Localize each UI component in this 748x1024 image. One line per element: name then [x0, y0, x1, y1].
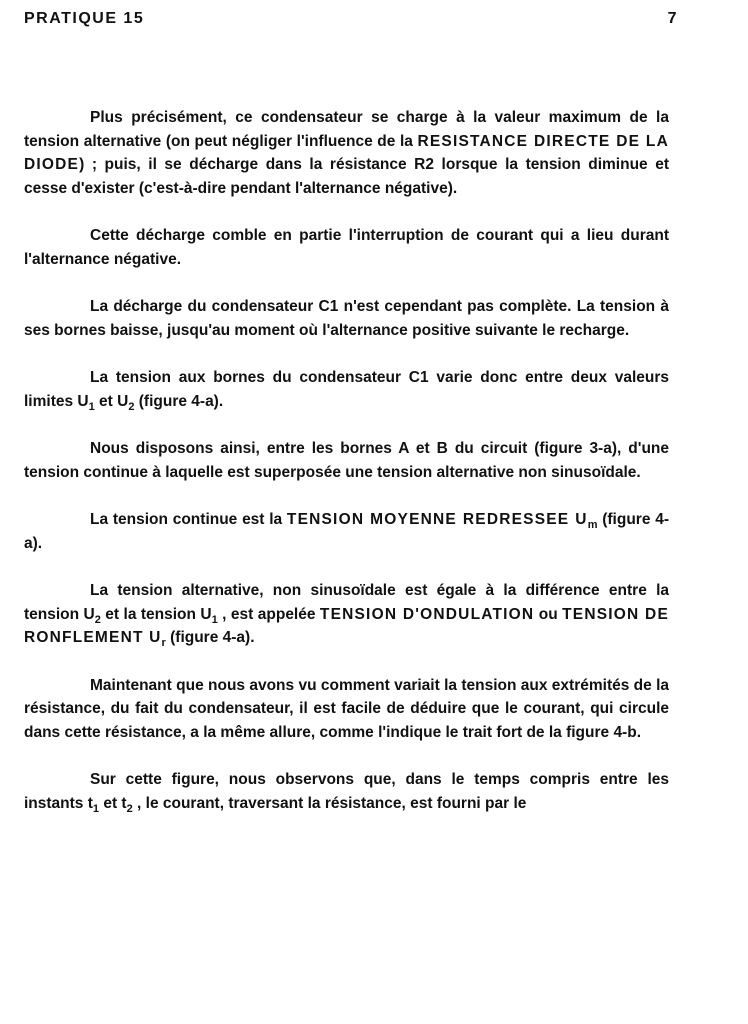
subscript: 1 [92, 802, 100, 815]
paragraph-7 [24, 579, 669, 650]
text-run: Plus précisément, ce condensateur se charge à la valeur maximum de la tension alternative (on peut négliger l'influence de la [24, 109, 669, 150]
text-run: ou [534, 605, 563, 623]
text-run-caps: RESISTANCE DIRECTE DE LA DIODE [24, 132, 669, 173]
text-run: et U [94, 392, 129, 410]
paragraph-8: Maintenant que nous avons vu comment variait la tension aux extrémités de la résistance, du fait du condensateur, il est facile de déduire que le courant, qui circule dans cette résistance, a la même allure, comme l'indique le trait fort de la figure 4-b. [24, 676, 669, 741]
text-run: ) ; puis, il se décharge dans la résistance R2 lorsque la tension diminue et cesse d'exister (c'est-à-dire pendant l'alternance négative). [24, 156, 669, 197]
subscript: m [587, 519, 598, 531]
text-run: La tension continue est la [90, 511, 287, 528]
text-run: (figure 4-a). [134, 392, 224, 410]
paragraph-1 [24, 106, 669, 200]
subscript: 1 [88, 400, 95, 413]
subscript: 2 [128, 400, 135, 413]
text-run: La tension alternative, non sinusoïdale est égale à la différence entre la tension U [24, 582, 669, 623]
text-run: (figure 4-a). [165, 629, 255, 646]
text-run: , le courant, traversant la résistance, est fourni par le [132, 794, 527, 812]
text-run-caps: TENSION D'ONDULATION [319, 605, 535, 623]
page-number: 7 [667, 10, 678, 27]
paragraph-9 [24, 768, 669, 815]
running-header: PRATIQUE 15 [24, 10, 145, 27]
paragraph-2: Cette décharge comble en partie l'interruption de courant qui a lieu durant l'alternance négative. [24, 227, 669, 268]
subscript: r [161, 637, 166, 649]
document-body [24, 106, 669, 839]
text-run: et la tension U [100, 605, 212, 623]
paragraph-5: Nous disposons ainsi, entre les bornes A et B du circuit (figure 3-a), d'une tension continue à laquelle est superposée une tension alternative non sinusoïdale. [24, 440, 669, 481]
text-run-caps: TENSION DE RONFLEMENT U [24, 605, 669, 646]
text-run: Sur cette figure, nous observons que, dans le temps compris entre les instants t [24, 771, 669, 812]
text-run: , est appelée [217, 605, 320, 623]
subscript: 2 [126, 802, 133, 815]
text-run: et t [99, 794, 127, 812]
paragraph-6 [24, 508, 669, 555]
text-run-caps: TENSION MOYENNE REDRESSEE U [286, 511, 588, 528]
text-run: (figure 4-a). [24, 511, 669, 552]
paragraph-3: La décharge du condensateur C1 n'est cependant pas complète. La tension à ses bornes baisse, jusqu'au moment où l'alternance positive suivante le recharge. [24, 298, 669, 339]
paragraph-4 [24, 366, 669, 413]
subscript: 2 [94, 613, 101, 626]
subscript: 1 [211, 613, 218, 626]
text-run: La tension aux bornes du condensateur C1 varie donc entre deux valeurs limites U [24, 369, 669, 410]
